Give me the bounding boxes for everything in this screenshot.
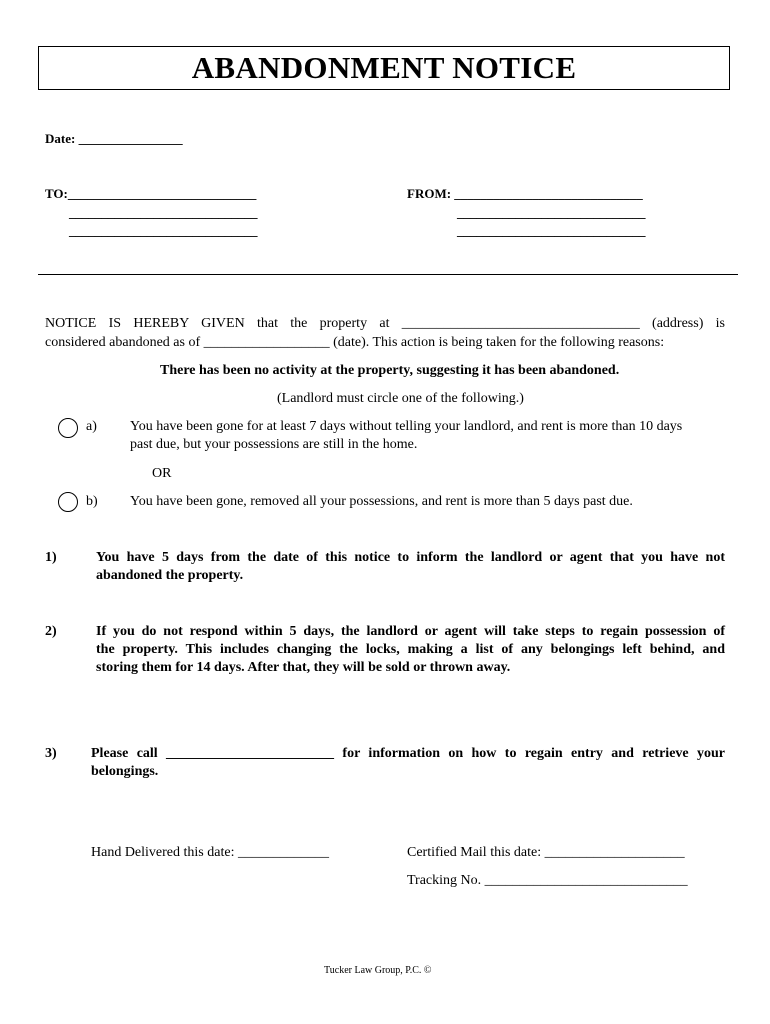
notice-line-2: considered abandoned as of __________________ (date). This action is being taken for the following reasons:: [45, 335, 665, 350]
notice-line-1: NOTICE IS HEREBY GIVEN that the property at __________________________________ (address) is: [45, 316, 725, 331]
tracking-number-field[interactable]: Tracking No. _____________________________: [407, 873, 688, 888]
from-line-3[interactable]: _____________________________: [457, 223, 646, 238]
item-2-number: 2): [45, 624, 57, 639]
to-line-2[interactable]: _____________________________: [69, 205, 258, 220]
item-3-number: 3): [45, 746, 57, 761]
page-title: ABANDONMENT NOTICE: [191, 50, 577, 85]
hand-delivered-field[interactable]: Hand Delivered this date: _____________: [91, 845, 329, 860]
to-line-3[interactable]: _____________________________: [69, 223, 258, 238]
footer-credit: Tucker Law Group, P.C. ©: [324, 965, 432, 976]
item-1-line-1: You have 5 days from the date of this notice to inform the landlord or agent that you have not: [96, 550, 725, 565]
title-box: [38, 46, 730, 90]
item-2-line-1: If you do not respond within 5 days, the landlord or agent will take steps to regain possession of: [96, 624, 725, 639]
item-1-number: 1): [45, 550, 57, 565]
circle-instruction: (Landlord must circle one of the following.): [277, 391, 524, 406]
item-1-line-2: abandoned the property.: [96, 568, 244, 583]
option-b-circle[interactable]: [58, 492, 78, 512]
option-a-line-1: You have been gone for at least 7 days without telling your landlord, and rent is more than 10 days: [130, 419, 683, 434]
item-3-line-1[interactable]: Please call ________________________ for information on how to regain entry and retrieve your: [91, 746, 725, 761]
option-b-text: You have been gone, removed all your possessions, and rent is more than 5 days past due.: [130, 494, 633, 509]
separator-line: [38, 274, 738, 275]
certified-mail-field[interactable]: Certified Mail this date: ____________________: [407, 845, 685, 860]
option-b-label: b): [86, 494, 98, 509]
date-field[interactable]: Date: ________________: [45, 131, 183, 146]
no-activity-statement: There has been no activity at the property, suggesting it has been abandoned.: [160, 363, 620, 378]
item-2-line-2: the property. This includes changing the locks, making a list of any belongings left behind, and: [96, 642, 725, 657]
from-line-2[interactable]: _____________________________: [457, 205, 646, 220]
option-a-label: a): [86, 419, 97, 434]
to-line-1[interactable]: TO:_____________________________: [45, 186, 257, 201]
from-line-1[interactable]: FROM: _____________________________: [407, 186, 643, 201]
option-a-circle[interactable]: [58, 418, 78, 438]
item-2-line-3: storing them for 14 days. After that, they will be sold or thrown away.: [96, 660, 511, 675]
item-3-line-2: belongings.: [91, 764, 159, 779]
or-separator: OR: [152, 466, 172, 481]
option-a-line-2: past due, but your possessions are still in the home.: [130, 437, 418, 452]
